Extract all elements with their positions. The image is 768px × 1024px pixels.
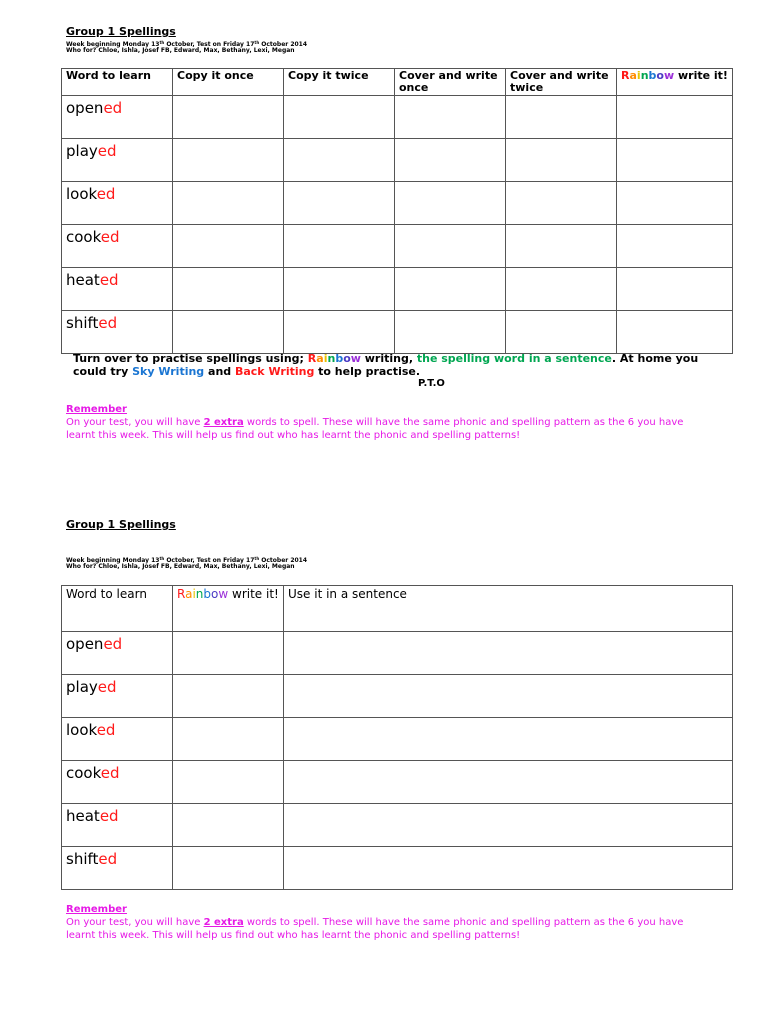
sheet2-who-for: Who for? Chloe, Ishla, Josef FB, Edward, Max, Bethany, Lexi, Megan — [66, 563, 295, 570]
sheet2-title: Group 1 Spellings — [66, 518, 176, 531]
writing-cell[interactable] — [506, 96, 617, 139]
sheet1-who-for: Who for? Chloe, Ishla, Josef FB, Edward, Max, Bethany, Lexi, Megan — [66, 47, 295, 54]
writing-cell[interactable] — [395, 268, 506, 311]
pto-label: P.T.O — [418, 378, 445, 389]
header-rainbow-write: Rainbow write it! — [617, 69, 733, 96]
word-suffix: ed — [98, 314, 118, 332]
rainbow-letter: a — [316, 352, 324, 365]
writing-cell[interactable] — [173, 225, 284, 268]
header-rainbow-write: Rainbow write it! — [173, 586, 284, 632]
word-row — [62, 96, 733, 139]
writing-cell[interactable] — [173, 761, 284, 804]
rainbow-word — [621, 69, 674, 82]
word-suffix: ed — [103, 635, 123, 653]
remember-text: On your test, you will have 2 extra words to spell. These will have the same phonic and spelling pattern as the 6 you have learnt this week. This will help us find out who has learnt the phonic and spelling patterns! — [66, 917, 684, 941]
word-stem: cook — [66, 228, 101, 246]
word-stem: shift — [66, 314, 99, 332]
sheet2-week-info: Week beginning Monday 13th October, Test on Friday 17th October 2014 — [66, 556, 308, 564]
rainbow-letter: R — [307, 352, 317, 365]
spelling-word — [62, 761, 173, 804]
writing-cell[interactable] — [284, 632, 733, 675]
header-cover-write-once: Cover and write once — [395, 69, 506, 96]
word-row — [62, 268, 733, 311]
writing-cell[interactable] — [506, 139, 617, 182]
spelling-word — [62, 718, 173, 761]
writing-cell[interactable] — [395, 96, 506, 139]
writing-cell[interactable] — [284, 268, 395, 311]
writing-cell[interactable] — [617, 311, 733, 354]
word-stem: cook — [66, 764, 101, 782]
writing-cell[interactable] — [173, 139, 284, 182]
writing-cell[interactable] — [284, 139, 395, 182]
sheet1-spelling-table — [61, 68, 733, 354]
writing-cell[interactable] — [617, 182, 733, 225]
header-word-to-learn: Word to learn — [62, 586, 173, 632]
remember-text: On your test, you will have 2 extra words to spell. These will have the same phonic and spelling pattern as the 6 you have learnt this week. This will help us find out who has learnt the phonic and spelling patterns! — [66, 417, 684, 441]
word-stem: heat — [66, 807, 100, 825]
writing-cell[interactable] — [506, 268, 617, 311]
rainbow-letter: w — [350, 352, 361, 365]
remember-title: Remember — [66, 904, 127, 915]
word-row — [62, 225, 733, 268]
rainbow-letter: b — [203, 587, 212, 601]
word-row — [62, 718, 733, 761]
writing-cell[interactable] — [173, 804, 284, 847]
sheet1-remember-note — [66, 403, 706, 442]
writing-cell[interactable] — [617, 96, 733, 139]
rainbow-letter: o — [343, 352, 351, 365]
spelling-word — [62, 847, 173, 890]
rainbow-letter: n — [327, 352, 336, 365]
rainbow-letter: b — [335, 352, 344, 365]
writing-cell[interactable] — [284, 311, 395, 354]
rainbow-letter: R — [621, 69, 630, 82]
word-row — [62, 675, 733, 718]
word-suffix: ed — [96, 721, 116, 739]
writing-cell[interactable] — [284, 225, 395, 268]
writing-cell[interactable] — [284, 804, 733, 847]
rainbow-letter: b — [648, 69, 657, 82]
word-suffix: ed — [100, 228, 120, 246]
spelling-word — [62, 268, 173, 311]
spelling-word — [62, 311, 173, 354]
writing-cell[interactable] — [173, 311, 284, 354]
word-suffix: ed — [98, 850, 118, 868]
rainbow-letter: o — [211, 587, 219, 601]
word-row — [62, 632, 733, 675]
word-stem: play — [66, 678, 98, 696]
word-stem: look — [66, 185, 97, 203]
writing-cell[interactable] — [506, 311, 617, 354]
rainbow-letter: i — [323, 352, 328, 365]
rainbow-letter: a — [185, 587, 193, 601]
sheet1-instructions: Turn over to practise spellings using; Rainbow writing, the spelling word in a sentence. At home you could try Sky Writing and Back Writing to help practise. — [73, 352, 699, 378]
writing-cell[interactable] — [173, 268, 284, 311]
writing-cell[interactable] — [617, 268, 733, 311]
word-suffix: ed — [100, 764, 120, 782]
remember-title: Remember — [66, 404, 127, 415]
writing-cell[interactable] — [173, 632, 284, 675]
header-cover-write-twice: Cover and write twice — [506, 69, 617, 96]
writing-cell[interactable] — [395, 182, 506, 225]
word-suffix: ed — [97, 142, 117, 160]
word-row — [62, 804, 733, 847]
header-word-to-learn: Word to learn — [62, 69, 173, 96]
writing-cell[interactable] — [284, 847, 733, 890]
writing-cell[interactable] — [395, 311, 506, 354]
writing-cell[interactable] — [284, 675, 733, 718]
writing-cell[interactable] — [506, 182, 617, 225]
header-use-in-sentence: Use it in a sentence — [284, 586, 733, 632]
spelling-word — [62, 225, 173, 268]
rainbow-letter: n — [640, 69, 649, 82]
sheet1-title: Group 1 Spellings — [66, 25, 176, 38]
rainbow-letter: o — [656, 69, 664, 82]
spelling-word — [62, 96, 173, 139]
writing-cell[interactable] — [506, 225, 617, 268]
writing-cell[interactable] — [284, 96, 395, 139]
rainbow-letter: w — [663, 69, 675, 82]
header-copy-twice: Copy it twice — [284, 69, 395, 96]
writing-cell[interactable] — [173, 847, 284, 890]
word-suffix: ed — [96, 185, 116, 203]
word-suffix: ed — [99, 271, 119, 289]
word-suffix: ed — [103, 99, 123, 117]
word-stem: heat — [66, 271, 100, 289]
writing-cell[interactable] — [617, 139, 733, 182]
word-row — [62, 139, 733, 182]
word-suffix: ed — [97, 678, 117, 696]
word-stem: open — [66, 99, 104, 117]
rainbow-letter: a — [629, 69, 637, 82]
rainbow-word — [177, 587, 228, 601]
rainbow-letter: i — [192, 587, 196, 601]
writing-cell[interactable] — [617, 225, 733, 268]
writing-cell[interactable] — [284, 182, 395, 225]
rainbow-letter: i — [636, 69, 641, 82]
writing-cell[interactable] — [173, 96, 284, 139]
word-row — [62, 761, 733, 804]
writing-cell[interactable] — [284, 761, 733, 804]
word-stem: open — [66, 635, 104, 653]
spelling-word — [62, 804, 173, 847]
rainbow-letter: n — [195, 587, 204, 601]
word-row — [62, 182, 733, 225]
word-stem: look — [66, 721, 97, 739]
spelling-word — [62, 139, 173, 182]
writing-cell[interactable] — [173, 182, 284, 225]
word-row — [62, 847, 733, 890]
sheet2-header-row — [62, 586, 733, 632]
writing-cell[interactable] — [173, 718, 284, 761]
rainbow-letter: w — [218, 587, 229, 601]
sheet1-header-row — [62, 69, 733, 96]
writing-cell[interactable] — [395, 225, 506, 268]
rainbow-word — [308, 352, 361, 365]
word-row — [62, 311, 733, 354]
header-copy-once: Copy it once — [173, 69, 284, 96]
spelling-word — [62, 675, 173, 718]
writing-cell[interactable] — [284, 718, 733, 761]
sheet1-week-info: Week beginning Monday 13th October, Test on Friday 17th October 2014 — [66, 40, 308, 48]
word-stem: shift — [66, 850, 99, 868]
word-stem: play — [66, 142, 98, 160]
writing-cell[interactable] — [395, 139, 506, 182]
sheet2-remember-note — [66, 903, 706, 942]
writing-cell[interactable] — [173, 675, 284, 718]
sheet2-spelling-table — [61, 585, 733, 890]
spelling-word — [62, 632, 173, 675]
rainbow-letter: R — [177, 587, 186, 601]
word-suffix: ed — [99, 807, 119, 825]
spelling-word — [62, 182, 173, 225]
